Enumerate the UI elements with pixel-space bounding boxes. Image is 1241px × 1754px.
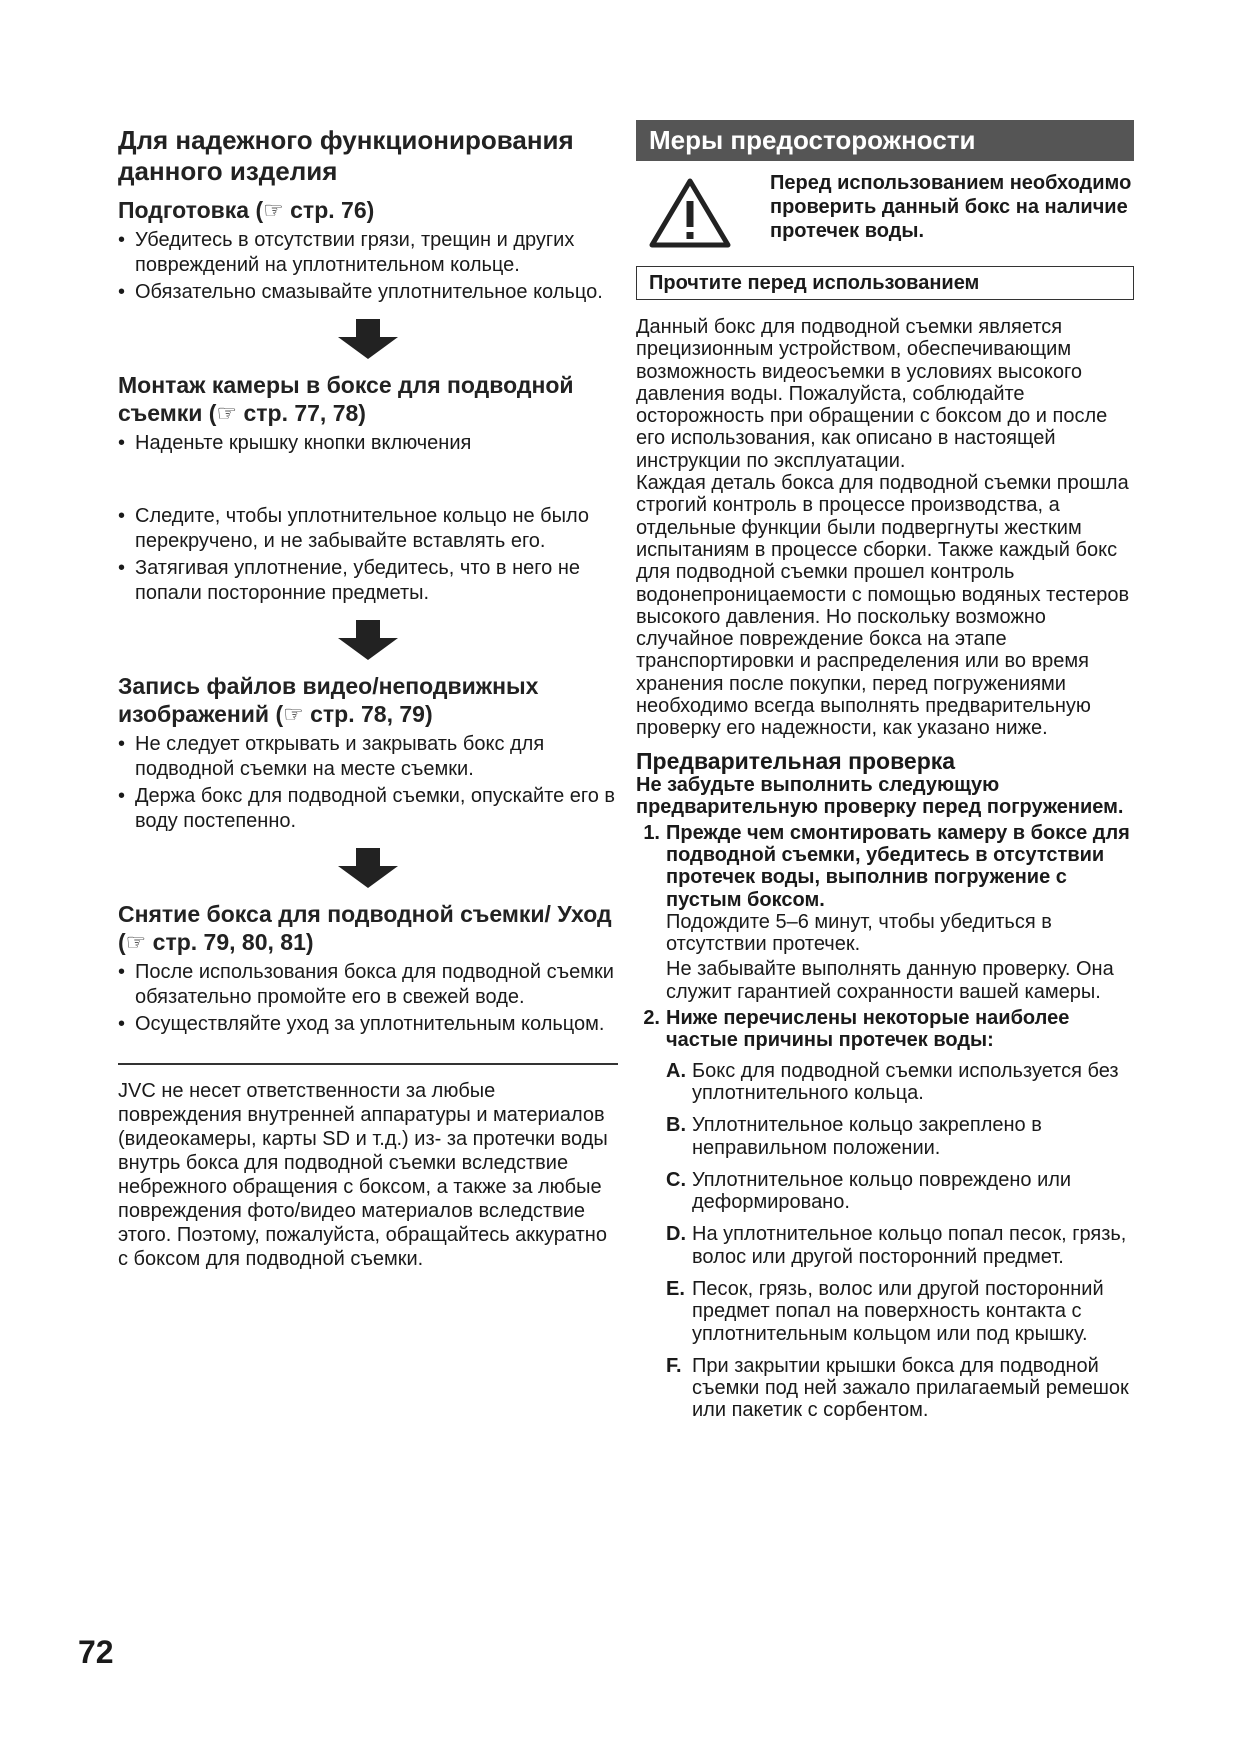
list-item: A. Бокс для подводной съемки используется без уплотнительного кольца. xyxy=(666,1059,1119,1104)
liability-note: JVC не несет ответственности за любые повреждения внутренней аппаратуры и материалов (видеокамеры, карты SD и т.д.) из- за протечки воды внутрь бокса для подводной съемки вследствие небрежного обращения с боксом, а также за любые повреждения фото/видео материалов вследствие этого. Поэтому, пожалуйста, обращайтесь аккуратно с боксом для подводной съемки. xyxy=(118,1080,608,1270)
list-item: F. При закрытии крышки бокса для подводной съемки под ней зажало прилагаемый ремешок или пакетик с сорбентом. xyxy=(666,1354,1129,1422)
page-number: 72 xyxy=(78,1634,114,1670)
list-item: • Следите, чтобы уплотнительное кольцо не было перекручено, и не забывайте вставлять его. xyxy=(118,504,618,554)
list-item: • После использования бокса для подводной съемки обязательно промойте его в свежей воде. xyxy=(118,960,618,1010)
warning-block xyxy=(636,171,1134,249)
list-item: D. На уплотнительное кольцо попал песок, грязь, волос или другой посторонний предмет. xyxy=(666,1223,1127,1268)
bullet-list-mounting-a xyxy=(118,431,618,456)
item-bold-text: Прежде чем смонтировать камеру в боксе для подводной съемки, убедитесь в отсутствии протечек воды, выполнив погружение с пустым боксом. xyxy=(666,821,1130,911)
bullet-list-recording xyxy=(118,732,618,834)
list-item: • Осуществляйте уход за уплотнительным кольцом. xyxy=(118,1012,618,1037)
right-column xyxy=(636,120,1134,1432)
item-number: 2. xyxy=(643,1007,660,1030)
warning-triangle-icon xyxy=(648,177,732,249)
list-item: • Убедитесь в отсутствии грязи, трещин и других повреждений на уплотнительном кольце. xyxy=(118,228,618,278)
precheck-intro: Не забудьте выполнить следующую предварительную проверку перед погружением. xyxy=(636,773,1124,818)
inspection-paragraph: Каждая деталь бокса для подводной съемки прошла строгий контроль в процессе производства, а отдельные функции были подвергнуты жестким испытаниям в процессе сборки. Также каждый бокс для подводной съемки прошел контроль водонепроницаемости с помощью водяных тестеров высокого давления. Но поскольку возможно случайное повреждение бокса на этапе транспортировки и распределения или во время хранения после покупки, перед погружениями необходимо всегда выполнять предварительную проверку его надежности, как указано ниже. xyxy=(636,472,1130,740)
numbered-item-2 xyxy=(636,1007,1134,1052)
page-title: Для надежного функционирования данного изделия xyxy=(118,125,574,186)
arrow-down-icon xyxy=(336,620,400,660)
precautions-banner: Меры предосторожности xyxy=(636,120,1134,161)
item-number: 1. xyxy=(643,821,660,844)
arrow-down-icon xyxy=(336,319,400,359)
list-item: • Затягивая уплотнение, убедитесь, что в него не попали посторонние предметы. xyxy=(118,556,618,606)
list-item: E. Песок, грязь, волос или другой посторонний предмет попал на поверхность контакта с уплотнительным кольцом или под крышку. xyxy=(666,1277,1104,1345)
list-item: • Наденьте крышку кнопки включения xyxy=(118,431,618,456)
numbered-item-1 xyxy=(636,822,1134,1003)
causes-list xyxy=(666,1060,1134,1422)
list-item: • Не следует открывать и закрывать бокс для подводной съемки на месте съемки. xyxy=(118,732,618,782)
section-heading-preparation: Подготовка (☞ стр. 76) xyxy=(118,197,375,223)
bullet-list-mounting-b xyxy=(118,504,618,606)
list-item: • Обязательно смазывайте уплотнительное кольцо. xyxy=(118,280,618,305)
bullet-list-preparation xyxy=(118,228,618,305)
section-heading-removal: Снятие бокса для подводной съемки/ Уход (☞ стр. 79, 80, 81) xyxy=(118,901,612,955)
section-heading-recording: Запись файлов видео/неподвижных изображений (☞ стр. 78, 79) xyxy=(118,673,539,727)
intro-paragraph: Данный бокс для подводной съемки является прецизионным устройством, обеспечивающим возможность видеосъемки в условиях высокого давления воды. Пожалуйста, соблюдайте осторожность при обращении с боксом до и после его использования, как описано в настоящей инструкции по эксплуатации. xyxy=(636,316,1108,472)
list-item: C. Уплотнительное кольцо повреждено или деформировано. xyxy=(666,1168,1072,1214)
bullet-list-removal xyxy=(118,960,618,1037)
list-item: • Держа бокс для подводной съемки, опускайте его в воду постепенно. xyxy=(118,784,618,834)
divider xyxy=(118,1063,618,1065)
warning-text: Перед использованием необходимо проверить данный бокс на наличие протечек воды. xyxy=(770,172,1132,242)
arrow-down-icon xyxy=(336,848,400,888)
item-text: Подождите 5–6 минут, чтобы убедиться в отсутствии протечек. xyxy=(666,910,1052,956)
item-bold-text: Ниже перечислены некоторые наиболее частые причины протечек воды: xyxy=(666,1007,1070,1052)
item-text: Не забывайте выполнять данную проверку. Она служит гарантией сохранности вашей камеры. xyxy=(666,958,1114,1003)
list-item: B. Уплотнительное кольцо закреплено в неправильном положении. xyxy=(666,1114,1042,1159)
left-column xyxy=(118,120,618,1271)
precheck-heading: Предварительная проверка xyxy=(636,747,956,774)
section-heading-mounting: Монтаж камеры в боксе для подводной съемки (☞ стр. 77, 78) xyxy=(118,372,574,426)
read-first-box: Прочтите перед использованием xyxy=(636,266,1134,300)
